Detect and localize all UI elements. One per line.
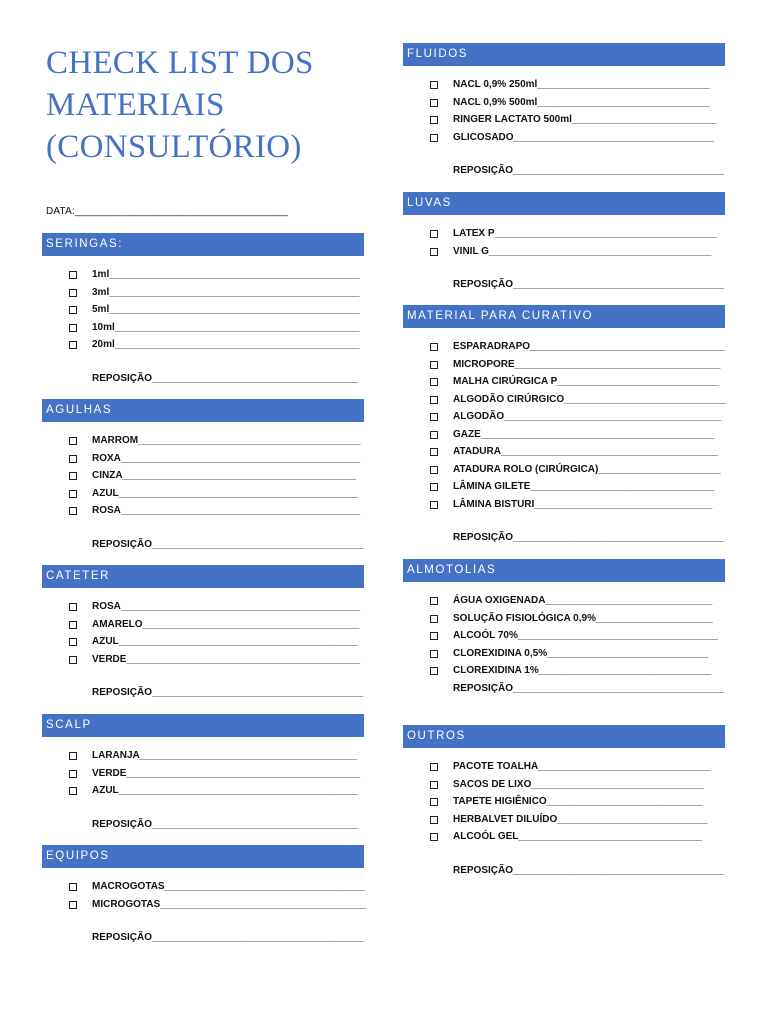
checklist-item[interactable] <box>42 502 364 520</box>
section-header: SCALP <box>42 714 364 737</box>
reposicao-label: REPOSIÇÃO______________________________________ <box>453 165 725 176</box>
checklist-item[interactable] <box>403 426 725 444</box>
reposicao-label: REPOSIÇÃO______________________________________ <box>453 279 725 290</box>
reposicao-field[interactable] <box>42 684 364 702</box>
item-label: MACROGOTAS____________________________________ <box>92 881 365 892</box>
checkbox-icon[interactable] <box>430 396 438 404</box>
item-label: PACOTE TOALHA_______________________________ <box>453 761 711 772</box>
reposicao-field[interactable] <box>403 276 725 294</box>
title-line-3: (CONSULTÓRIO) <box>46 129 302 165</box>
checkbox-icon[interactable] <box>69 341 77 349</box>
section-almotolias <box>403 559 725 697</box>
checklist-item[interactable] <box>42 432 364 450</box>
checkbox-icon[interactable] <box>69 787 77 795</box>
item-label: ATADURA_______________________________________ <box>453 446 718 457</box>
reposicao-label: REPOSIÇÃO______________________________________ <box>92 538 364 550</box>
reposicao-field[interactable] <box>403 680 725 698</box>
checkbox-icon[interactable] <box>430 466 438 474</box>
checklist-item[interactable] <box>42 485 364 503</box>
item-label: LARANJA_______________________________________ <box>92 750 357 761</box>
checklist-item[interactable] <box>42 319 364 337</box>
item-label: TAPETE HIGIÊNICO____________________________ <box>453 796 703 807</box>
checklist-item[interactable] <box>42 616 364 634</box>
checklist-item[interactable] <box>403 338 725 356</box>
item-label: GLICOSADO____________________________________ <box>453 131 714 143</box>
checklist-item[interactable] <box>42 450 364 468</box>
checklist-item[interactable] <box>42 765 364 783</box>
item-label: ALCOÓL 70%____________________________________ <box>453 630 719 641</box>
checklist-item[interactable] <box>42 301 364 319</box>
checkbox-icon[interactable] <box>69 901 77 909</box>
checklist-item[interactable] <box>42 284 364 302</box>
checklist-item[interactable] <box>42 598 364 616</box>
reposicao-label: REPOSIÇÃO______________________________________ <box>453 864 725 876</box>
checkbox-icon[interactable] <box>430 632 438 640</box>
checkbox-icon[interactable] <box>69 289 77 297</box>
checklist-item[interactable] <box>403 627 725 645</box>
checklist-item[interactable] <box>403 828 725 846</box>
reposicao-field[interactable] <box>42 370 364 388</box>
checkbox-icon[interactable] <box>430 116 438 124</box>
checkbox-icon[interactable] <box>430 833 438 841</box>
checkbox-icon[interactable] <box>69 656 77 664</box>
item-label: SACOS DE LIXO_______________________________ <box>453 778 704 790</box>
section-header: FLUIDOS <box>403 43 725 66</box>
section-luvas <box>403 192 725 294</box>
section-header: LUVAS <box>403 192 725 215</box>
checkbox-icon[interactable] <box>69 638 77 646</box>
section-material-curativo <box>403 305 725 547</box>
item-label: MALHA CIRÚRGICA P_____________________________ <box>453 376 719 387</box>
checklist-item[interactable] <box>42 336 364 354</box>
checklist-item[interactable] <box>403 76 725 94</box>
item-label: ÁGUA OXIGENADA______________________________ <box>453 595 713 606</box>
item-label: ALGODÃO CIRÚRGICO_____________________________ <box>453 393 726 405</box>
item-label: HERBALVET DILUÍDO___________________________ <box>453 813 708 825</box>
checklist-item[interactable] <box>403 461 725 479</box>
item-label: 5ml_____________________________________________ <box>92 304 360 315</box>
checkbox-icon[interactable] <box>430 781 438 789</box>
checkbox-icon[interactable] <box>430 615 438 623</box>
checkbox-icon[interactable] <box>430 798 438 806</box>
checklist-item[interactable] <box>403 478 725 496</box>
checklist-item[interactable] <box>403 592 725 610</box>
item-label: MICROPORE_____________________________________ <box>453 358 721 370</box>
checkbox-icon[interactable] <box>430 816 438 824</box>
item-label: LATEX P________________________________________ <box>453 228 717 239</box>
checkbox-icon[interactable] <box>430 597 438 605</box>
checklist-item[interactable] <box>403 408 725 426</box>
checklist-item[interactable] <box>403 373 725 391</box>
checkbox-icon[interactable] <box>430 448 438 456</box>
reposicao-field[interactable] <box>403 162 725 180</box>
item-label: MICROGOTAS_____________________________________ <box>92 898 366 910</box>
item-label: 20ml____________________________________________ <box>92 339 360 350</box>
checklist-item[interactable] <box>403 793 725 811</box>
reposicao-label: REPOSIÇÃO______________________________________ <box>453 682 725 694</box>
item-label: ESPARADRAPO___________________________________ <box>453 341 725 352</box>
checklist-item[interactable] <box>42 633 364 651</box>
item-label: NACL 0,9% 250ml_______________________________ <box>453 79 710 90</box>
checkbox-icon[interactable] <box>430 230 438 238</box>
section-seringas <box>42 233 364 387</box>
checkbox-icon[interactable] <box>430 483 438 491</box>
checklist-item[interactable] <box>42 266 364 284</box>
item-label: AZUL___________________________________________ <box>92 785 358 796</box>
section-header: ALMOTOLIAS <box>403 559 725 582</box>
section-header: AGULHAS <box>42 399 364 422</box>
checklist-item[interactable] <box>403 391 725 409</box>
checkbox-icon[interactable] <box>430 134 438 142</box>
checklist-item[interactable] <box>42 747 364 765</box>
checkbox-icon[interactable] <box>430 667 438 675</box>
checklist-item[interactable] <box>42 467 364 485</box>
checkbox-icon[interactable] <box>430 650 438 658</box>
checklist-item[interactable] <box>42 651 364 669</box>
item-label: ROXA___________________________________________ <box>92 452 361 464</box>
checkbox-icon[interactable] <box>69 752 77 760</box>
item-label: VINIL G________________________________________ <box>453 245 712 257</box>
checkbox-icon[interactable] <box>69 455 77 463</box>
item-label: CLOREXIDINA 1%_______________________________ <box>453 665 712 676</box>
reposicao-field[interactable] <box>403 862 725 880</box>
checklist-item[interactable] <box>403 443 725 461</box>
date-field[interactable]: DATA:_____________________________________ <box>46 206 289 217</box>
checklist-item[interactable] <box>403 758 725 776</box>
checkbox-icon[interactable] <box>430 413 438 421</box>
item-label: 3ml_____________________________________________ <box>92 286 360 298</box>
checklist-item[interactable] <box>403 356 725 374</box>
checklist-item[interactable] <box>42 782 364 800</box>
checklist-item[interactable] <box>403 811 725 829</box>
item-label: LÂMINA GILETE_________________________________ <box>453 481 714 492</box>
reposicao-label: REPOSIÇÃO______________________________________ <box>92 932 364 943</box>
item-label: LÂMINA BISTURI________________________________ <box>453 498 713 510</box>
checklist-item[interactable] <box>403 94 725 112</box>
section-agulhas <box>42 399 364 553</box>
item-label: ALCOÓL GEL_________________________________ <box>453 831 702 842</box>
item-label: CINZA__________________________________________ <box>92 470 357 481</box>
reposicao-label: REPOSIÇÃO______________________________________ <box>92 687 364 698</box>
checkbox-icon[interactable] <box>69 770 77 778</box>
checkbox-icon[interactable] <box>69 603 77 611</box>
checkbox-icon[interactable] <box>69 472 77 480</box>
item-label: AZUL___________________________________________ <box>92 487 358 499</box>
reposicao-label: REPOSIÇÃO_____________________________________ <box>92 372 358 384</box>
page-title <box>46 42 314 168</box>
item-label: SOLUÇÃO FISIOLÓGICA 0,9%_____________________ <box>453 612 713 624</box>
checklist-item[interactable] <box>403 129 725 147</box>
checklist-item[interactable] <box>403 662 725 680</box>
item-label: MARROM________________________________________ <box>92 435 361 446</box>
item-label: ROSA___________________________________________ <box>92 601 361 612</box>
checkbox-icon[interactable] <box>430 248 438 256</box>
checkbox-icon[interactable] <box>430 361 438 369</box>
checkbox-icon[interactable] <box>69 271 77 279</box>
title-line-2: MATERIAIS <box>46 87 225 123</box>
checkbox-icon[interactable] <box>69 490 77 498</box>
item-label: GAZE__________________________________________ <box>453 428 715 440</box>
item-label: CLOREXIDINA 0,5%_____________________________ <box>453 647 709 659</box>
title-line-1: CHECK LIST DOS <box>46 45 314 81</box>
section-equipos <box>42 845 364 947</box>
checkbox-icon[interactable] <box>430 431 438 439</box>
item-label: ROSA___________________________________________ <box>92 505 361 516</box>
section-header: SERINGAS: <box>42 233 364 256</box>
section-header: MATERIAL PARA CURATIVO <box>403 305 725 328</box>
checkbox-icon[interactable] <box>430 501 438 509</box>
item-label: 1ml_____________________________________________ <box>92 269 360 280</box>
checkbox-icon[interactable] <box>430 378 438 386</box>
section-header: CATETER <box>42 565 364 588</box>
checkbox-icon[interactable] <box>430 343 438 351</box>
checkbox-icon[interactable] <box>69 621 77 629</box>
reposicao-label: REPOSIÇÃO______________________________________ <box>453 532 725 543</box>
checklist-item[interactable] <box>42 878 364 896</box>
section-header: OUTROS <box>403 725 725 748</box>
section-scalp <box>42 714 364 833</box>
checklist-item[interactable] <box>403 645 725 663</box>
checkbox-icon[interactable] <box>69 883 77 891</box>
checklist-item[interactable] <box>403 496 725 514</box>
checkbox-icon[interactable] <box>69 437 77 445</box>
reposicao-field[interactable] <box>42 929 364 947</box>
checkbox-icon[interactable] <box>69 507 77 515</box>
item-label: ATADURA ROLO (CIRÚRGICA)______________________ <box>453 463 721 475</box>
item-label: ALGODÃO_______________________________________ <box>453 411 722 422</box>
item-label: AMARELO_______________________________________ <box>92 618 360 630</box>
item-label: VERDE__________________________________________ <box>92 653 361 665</box>
item-label: 10ml____________________________________________ <box>92 321 360 333</box>
reposicao-field[interactable] <box>42 536 364 554</box>
checkbox-icon[interactable] <box>69 306 77 314</box>
item-label: VERDE__________________________________________ <box>92 767 361 779</box>
section-cateter <box>42 565 364 702</box>
checkbox-icon[interactable] <box>430 763 438 771</box>
checklist-item[interactable] <box>403 776 725 794</box>
checklist-item[interactable] <box>403 225 725 243</box>
section-header: EQUIPOS <box>42 845 364 868</box>
checkbox-icon[interactable] <box>430 99 438 107</box>
reposicao-field[interactable] <box>42 816 364 834</box>
section-outros <box>403 725 725 879</box>
checklist-item[interactable] <box>403 111 725 129</box>
checklist-item[interactable] <box>403 610 725 628</box>
item-label: AZUL___________________________________________ <box>92 636 358 647</box>
checkbox-icon[interactable] <box>430 81 438 89</box>
reposicao-label: REPOSIÇÃO_____________________________________ <box>92 818 358 830</box>
checklist-item[interactable] <box>42 896 364 914</box>
reposicao-field[interactable] <box>403 529 725 547</box>
section-fluidos <box>403 43 725 180</box>
checklist-item[interactable] <box>403 243 725 261</box>
checkbox-icon[interactable] <box>69 324 77 332</box>
item-label: RINGER LACTATO 500ml__________________________ <box>453 114 717 125</box>
item-label: NACL 0,9% 500ml_______________________________ <box>453 96 710 108</box>
